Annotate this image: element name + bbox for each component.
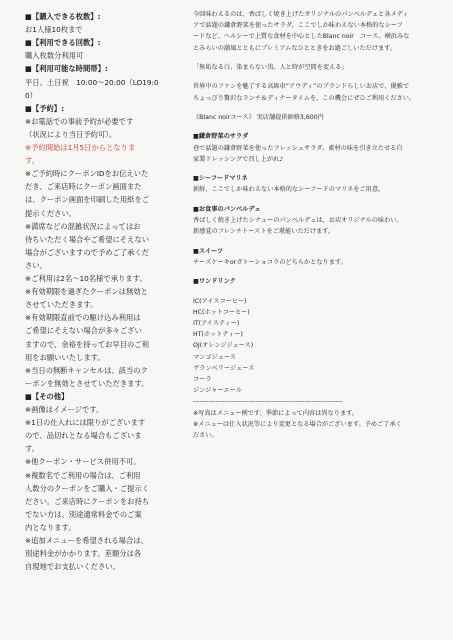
text-line: 家製ドレッシングで召し上がれ♪ bbox=[193, 155, 284, 163]
text-line: ーポンを無効とさせていただきます。 bbox=[25, 378, 149, 388]
text-line: 場合がございますので予めご了承くだ bbox=[25, 247, 150, 257]
text-line: ご希望にそえない場合が多々ござい bbox=[25, 326, 142, 336]
text-line: ※ご利用は2名～10名様で承ります。 bbox=[25, 274, 147, 283]
text-line: ------------------------------------------------------------------- bbox=[193, 398, 343, 406]
text-line: ※有効期限直前での駆け込み利用は bbox=[25, 313, 141, 323]
text-line: OJ(オレンジジュース) bbox=[193, 342, 254, 350]
section-heading: ■【購入できる枚数】: bbox=[25, 12, 101, 21]
text-line: ※写真はメニュー例です、季節によって内容は異なります。 bbox=[193, 409, 359, 417]
text-line: 「無垢なる白、染まらない黒。人と時が空間を変える」 bbox=[193, 64, 348, 71]
text-line: ※ご予約時にクーポンIDをお伝えいた bbox=[25, 169, 149, 179]
text-line: さい。 bbox=[25, 260, 47, 270]
text-line: 《Blanc noirコース》 実店舗提供価格3,600円 bbox=[193, 114, 324, 121]
section-heading: ■鎌倉野菜のサラダ bbox=[193, 133, 249, 141]
text-line: ※当日の無断キャンセルは、該当のク bbox=[25, 365, 148, 375]
text-line: ※1日の仕入れには限りがございます bbox=[25, 418, 146, 428]
section-heading: ■【予約】: bbox=[25, 103, 64, 113]
text-line: ので、品切れとなる場合もございま bbox=[25, 431, 142, 441]
text-line: ※他クーポン・サービス併用不可。 bbox=[25, 457, 141, 467]
text-line: ※画像はイメージです。 bbox=[25, 405, 104, 414]
text-line: 平日、土日祝 10:00～20:00（LO19:0 bbox=[25, 77, 159, 87]
text-line: でない方は、別途通常料金でのご案 bbox=[25, 509, 142, 519]
section-heading: ■お食事のパンベルデュ bbox=[193, 205, 261, 213]
text-line: ードなど、ヘルシーで上質な食材を中心としたBlanc noir コース。横浜みな bbox=[193, 33, 410, 41]
text-line: ださい。 bbox=[193, 432, 218, 439]
text-line: 自現地でお支払いください。 bbox=[25, 562, 120, 572]
text-line: す。 bbox=[25, 156, 40, 166]
text-line: ※予約開始は1月5日からとなりま bbox=[25, 143, 136, 152]
section-heading: ■【利用可能な時間帯】: bbox=[25, 64, 108, 74]
text-line: 購入枚数分利用可 bbox=[25, 51, 84, 61]
text-line: 世界中のファンを魅了する高級車“アウディ”のブランドらしいお店で、優雅で bbox=[193, 83, 410, 91]
section-heading: ■スイーツ bbox=[193, 247, 224, 255]
text-line: 0） bbox=[25, 90, 37, 100]
text-line: IC(アイスコーヒー) bbox=[193, 297, 247, 305]
text-line: ださい。ご来店時にクーポンをお持ち bbox=[25, 496, 150, 506]
text-line: させていただきます。 bbox=[25, 300, 98, 310]
text-line: ※メニューは仕入状況等により変更となる場合がございます。予めご了承く bbox=[193, 420, 402, 428]
text-line: 今回味わえるのは、香ばしく焼き上げたオリジナルのパンベルデュと各メディ bbox=[193, 11, 409, 18]
text-line: ちょっぴり贅沢なランチ＆ディナータイムを，この機会にぜひご利用ください。 bbox=[193, 94, 416, 102]
section-heading: ■【利用できる回数】: bbox=[25, 38, 101, 48]
text-line: ※追加メニューを希望される場合は、 bbox=[25, 536, 148, 545]
text-line: HC(ホットコーヒー) bbox=[193, 308, 250, 316]
text-line: ますので、余裕を持ってお早目のご利 bbox=[25, 339, 149, 349]
text-line: IT(アイスティー) bbox=[193, 320, 240, 327]
text-line: チーズケーキorガトーショコラのどちらかとなります。 bbox=[193, 258, 347, 266]
text-line: 提示ください。 bbox=[25, 208, 77, 218]
text-line: 巷で話題の鎌倉野菜を使ったフレッシュサラダ。素材の味を引き立たせる自 bbox=[193, 144, 403, 152]
section-heading: ■【その他】 bbox=[25, 391, 69, 401]
text-line: とみらいの潮風とともにプレミアムなひとときをお過ごしいただけます。 bbox=[193, 44, 397, 52]
text-line: 新鮮、ここでしか味わえない本格的なシーフードのマリネをご用意。 bbox=[193, 186, 385, 194]
text-line: 人数分のクーポンをご購入・ご提示く bbox=[25, 483, 150, 493]
section-heading: ■ワンドリンク bbox=[193, 278, 236, 286]
text-line: 待ちいただく場合やご希望にそえない bbox=[25, 234, 150, 244]
text-line: （状況により当日予約可）。 bbox=[25, 129, 117, 139]
text-line: は、クーポン画面を印刷した用紙をご bbox=[25, 195, 150, 205]
text-line: グランベリージュース bbox=[193, 364, 255, 372]
text-line: お1人様10枚まで bbox=[25, 25, 83, 35]
text-line: 香ばしく焼き上げたシナューのパンベルデュは，お店オリジナルの味わい。 bbox=[193, 217, 403, 224]
text-line: アで話題の鎌倉野菜を使ったサラダ，ここでしか味わえない本格的なシーフ bbox=[193, 22, 403, 30]
text-line: 別途料金がかかります。差額分は各 bbox=[25, 549, 142, 559]
text-line: ※お電話での事前予約が必要です bbox=[25, 116, 134, 126]
text-line: マンゴジュース bbox=[193, 353, 236, 361]
text-line: ※有効期限を過ぎたクーポンは無効と bbox=[25, 287, 148, 297]
text-line: だき、ご来店時にクーポン画面また bbox=[25, 182, 142, 192]
section-heading: ■シーフードマリネ bbox=[193, 175, 248, 183]
text-line: 用をお願いいたします。 bbox=[25, 352, 105, 362]
text-line: ジンジャーエール bbox=[193, 387, 242, 395]
text-line: 内となります。 bbox=[25, 522, 76, 532]
text-line: HT(ホットティー) bbox=[193, 331, 243, 339]
text-line: コーラ bbox=[193, 376, 212, 383]
text-line: ※複数名でご利用の場合は、ご利用 bbox=[25, 470, 141, 480]
text-line: す。 bbox=[25, 444, 40, 454]
text-line: 新感覚のフレンチトーストをご堪能いただけます。 bbox=[193, 228, 335, 236]
text-line: ※満席などの混雑状況によってはお bbox=[25, 221, 141, 231]
